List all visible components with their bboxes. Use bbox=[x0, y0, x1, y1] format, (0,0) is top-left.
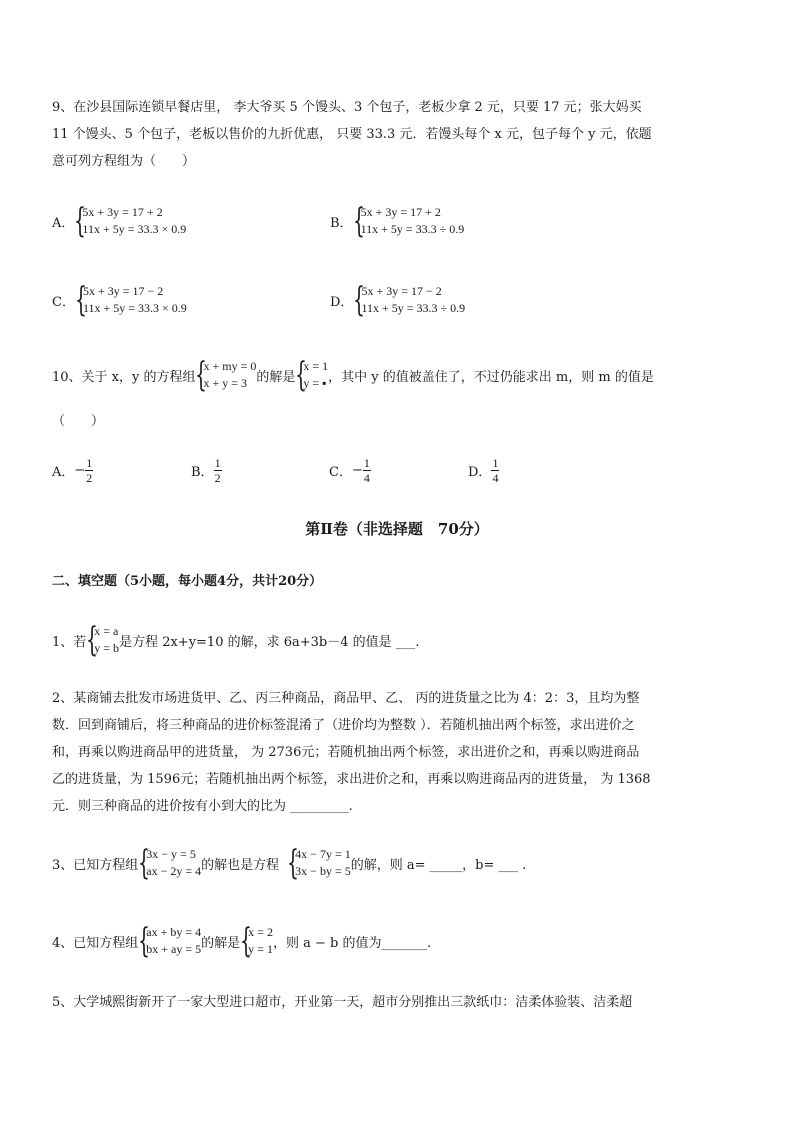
numerator: 1 bbox=[86, 456, 93, 470]
numerator: 1 bbox=[492, 456, 499, 470]
option-label: D． bbox=[468, 465, 492, 480]
f2-line4: 乙的进货量，为 1596元；若随机抽出两个标签，求出进价之和，再乘以购进商品丙的进货量， 为 1368 bbox=[52, 772, 651, 787]
brace-icon: { bbox=[295, 355, 308, 395]
f2-line3: 和，再乘以购进商品甲的进货量， 为 2736元；若随机抽出两个标签，求出进价之和，再乘以购进商品 bbox=[52, 745, 640, 760]
equation: 11x + 5y = 33.3 × 0.9 bbox=[82, 222, 187, 236]
denominator: 4 bbox=[492, 471, 499, 485]
sign: − bbox=[74, 463, 86, 478]
equation-system bbox=[353, 280, 466, 320]
f1-prefix: 1、若 bbox=[52, 634, 87, 650]
f1-suffix: 是方程 2x+y=10 的解，求 6a+3b－4 的值是 ___. bbox=[119, 634, 420, 650]
denominator: 2 bbox=[214, 471, 221, 485]
equation: 5x + 3y = 17 − 2 bbox=[361, 284, 442, 298]
brace-icon: { bbox=[74, 201, 87, 241]
option-label: A． bbox=[52, 465, 75, 480]
option-label: C． bbox=[52, 294, 75, 310]
f4-prefix: 4、已知方程组 bbox=[52, 935, 139, 951]
q10-option-d[interactable] bbox=[468, 456, 499, 485]
equation: 3x − y = 5 bbox=[146, 847, 196, 861]
q9-line2: 11 个馒头、5 个包子，老板以售价的九折优惠， 只要 33.3 元．若馒头每个 x 元，包子每个 y 元，依题 bbox=[52, 127, 652, 142]
q10-option-a[interactable] bbox=[52, 456, 93, 485]
q10-option-b[interactable] bbox=[191, 456, 222, 485]
q10-suffix: ，其中 y 的值被盖住了，不过仍能求出 m，则 m 的值是 bbox=[328, 369, 654, 385]
section-title: 二、填空题（5小题，每小题4分，共计20分） bbox=[52, 574, 323, 589]
equation: 11x + 5y = 33.3 × 0.9 bbox=[82, 301, 187, 315]
equation-system bbox=[287, 843, 351, 883]
fraction bbox=[491, 456, 499, 485]
equation: 3x − by = 5 bbox=[295, 864, 351, 878]
f3-line bbox=[52, 843, 527, 883]
brace-icon: { bbox=[352, 201, 365, 241]
brace-icon: { bbox=[287, 843, 300, 883]
equation: x = 1 bbox=[303, 359, 329, 373]
q9-line3: 意可列方程组为（ ） bbox=[52, 154, 196, 169]
option-label: A． bbox=[52, 215, 75, 231]
option-label: C． bbox=[329, 465, 352, 480]
brace-icon: { bbox=[240, 921, 253, 961]
q9-option-c[interactable] bbox=[52, 280, 187, 320]
f4-middle: 的解是 bbox=[201, 935, 241, 951]
option-label: B． bbox=[191, 465, 214, 480]
q10-option-c[interactable] bbox=[329, 456, 371, 485]
equation: y = ▪ bbox=[303, 376, 327, 390]
f2-line1: 2、某商铺去批发市场进货甲、乙、丙三种商品，商品甲、乙、 丙的进货量之比为 4：2：3，且均为整 bbox=[52, 691, 640, 706]
q10-line bbox=[52, 355, 654, 395]
q10-middle: 的解是 bbox=[256, 369, 296, 385]
option-label: B． bbox=[330, 215, 353, 231]
equation: 11x + 5y = 33.3 ÷ 0.9 bbox=[360, 222, 465, 236]
denominator: 2 bbox=[86, 471, 93, 485]
sign: − bbox=[351, 463, 363, 478]
fraction bbox=[363, 456, 371, 485]
brace-icon: { bbox=[138, 843, 151, 883]
equation: 5x + 3y = 17 + 2 bbox=[82, 205, 163, 219]
fraction bbox=[85, 456, 93, 485]
f5-line1: 5、大学城熙街新开了一家大型进口超市，开业第一天，超市分别推出三款纸巾：洁柔体验装、洁柔超 bbox=[52, 995, 633, 1010]
equation: ax − 2y = 4 bbox=[146, 864, 202, 878]
equation: x = a bbox=[94, 624, 119, 638]
equation: y = 1 bbox=[248, 942, 273, 956]
equation: x + y = 3 bbox=[203, 376, 248, 390]
q9-line1: 9、在沙县国际连锁早餐店里， 李大爷买 5 个馒头、3 个包子，老板少拿 2 元，只要 17 元；张大妈买 bbox=[52, 100, 642, 115]
equation-system bbox=[74, 201, 187, 241]
f1-line bbox=[52, 620, 420, 660]
brace-icon: { bbox=[74, 280, 87, 320]
f2-line2: 数．回到商铺后，将三种商品的进价标签混淆了（进价均为整数 ）．若随机抽出两个标签，求出进价之 bbox=[52, 718, 635, 733]
equation: 5x + 3y = 17 − 2 bbox=[82, 284, 164, 298]
equation: x + my = 0 bbox=[203, 359, 257, 373]
denominator: 4 bbox=[363, 471, 370, 485]
f4-suffix: ，则 a − b 的值为_______. bbox=[272, 935, 432, 951]
equation-system bbox=[352, 201, 465, 241]
equation-system bbox=[86, 620, 120, 660]
q9-option-b[interactable] bbox=[330, 201, 465, 241]
f2-line5: 元．则三种商品的进价按有小到大的比为 _________. bbox=[52, 799, 353, 814]
equation: 11x + 5y = 33.3 ÷ 0.9 bbox=[361, 301, 466, 315]
equation: bx + ay = 5 bbox=[146, 942, 202, 956]
numerator: 1 bbox=[363, 456, 370, 470]
equation-system bbox=[74, 280, 187, 320]
q9-option-d[interactable] bbox=[330, 280, 466, 320]
option-label: D． bbox=[330, 294, 354, 310]
solution-system bbox=[295, 355, 329, 395]
q9-option-a[interactable] bbox=[52, 201, 187, 241]
f3-middle: 的解也是方程 bbox=[201, 857, 280, 873]
solution-system bbox=[240, 921, 273, 961]
equation: 5x + 3y = 17 + 2 bbox=[360, 205, 441, 219]
f4-line bbox=[52, 921, 432, 961]
brace-icon: { bbox=[138, 921, 151, 961]
f3-prefix: 3、已知方程组 bbox=[52, 857, 139, 873]
equation-system bbox=[195, 355, 257, 395]
fraction bbox=[214, 456, 222, 485]
numerator: 1 bbox=[214, 456, 221, 470]
equation: ax + by = 4 bbox=[146, 925, 202, 939]
q10-paren: （ ） bbox=[52, 414, 105, 429]
q10-prefix: 10、关于 x，y 的方程组 bbox=[52, 369, 196, 385]
brace-icon: { bbox=[195, 355, 208, 395]
equation-system bbox=[138, 843, 202, 883]
equation-system bbox=[138, 921, 202, 961]
part2-title: 第Ⅱ卷（非选择题 70分） bbox=[305, 520, 489, 538]
f3-suffix: 的解，则 a= _____，b= ___ . bbox=[350, 857, 527, 873]
equation: x = 2 bbox=[248, 925, 273, 939]
equation: 4x − 7y = 1 bbox=[295, 847, 351, 861]
brace-icon: { bbox=[353, 280, 366, 320]
equation: y = b bbox=[94, 641, 120, 655]
brace-icon: { bbox=[86, 620, 99, 660]
